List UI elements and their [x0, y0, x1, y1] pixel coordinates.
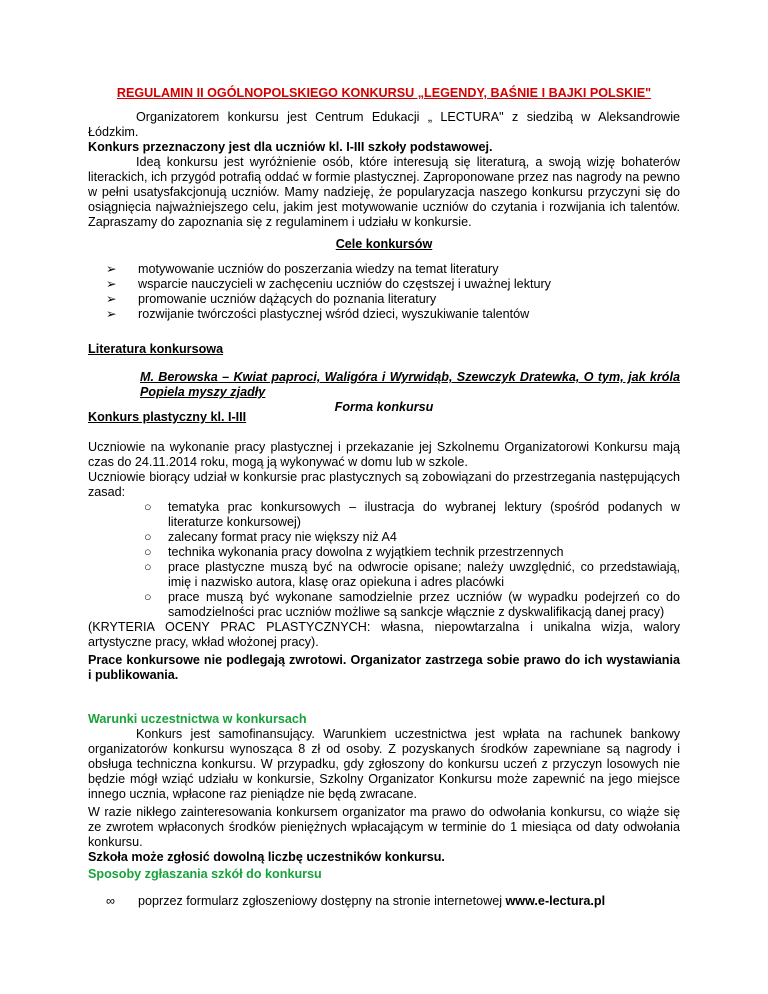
no-return-wrap: [88, 653, 680, 683]
intro-organizer: Organizatorem konkursu jest Centrum Edukacji „ LECTURA" z siedzibą w Aleksandrowie Łódzkim.: [88, 110, 680, 139]
art-rules-list: [88, 500, 680, 620]
page-title: REGULAMIN II OGÓLNOPOLSKIEGO KONKURSU „LEGENDY, BAŚNIE I BAJKI POLSKIE": [116, 86, 652, 100]
literature-section: [88, 342, 680, 357]
form-heading: Forma konkursu: [334, 400, 434, 414]
list-item: ➢ motywowanie uczniów do poszerzania wiedzy na temat literatury: [106, 262, 499, 276]
circle-bullet-icon: ○: [144, 500, 152, 514]
goals-section: [88, 237, 680, 252]
goals-heading: Cele konkursów: [335, 237, 433, 251]
goals-list-wrap: [88, 262, 680, 322]
list-item: ➢ promowanie uczniów dążących do poznania literatury: [106, 292, 437, 306]
list-item: ➢ rozwijanie twórczości plastycznej wśród dzieci, wyszukiwanie talentów: [106, 307, 530, 321]
list-item: ➢ wsparcie nauczycieli w zachęceniu uczniów do częstszej i uważnej lektury: [106, 277, 551, 291]
art-rules-intro: Uczniowie biorący udział w konkursie prac plastycznych są zobowiązani do przestrzegania następujących zasad:: [88, 470, 680, 499]
conditions-unlimited: Szkoła może zgłosić dowolną liczbę uczestników konkursu.: [88, 850, 445, 864]
art-section: [88, 440, 680, 650]
literature-heading: Literatura konkursowa: [88, 342, 224, 356]
list-item: ○ zalecany format pracy nie większy niż A4: [144, 530, 397, 544]
registration-heading: Sposoby zgłaszania szkół do konkursu: [88, 867, 322, 881]
list-item: ○ prace plastyczne muszą być na odwrocie opisane; należy uwzględnić, co przedstawiają, imię i nazwisko autora, klasę oraz opiekuna i adres placówki: [144, 560, 680, 589]
registration-item-text: poprzez formularz zgłoszeniowy dostępny na stronie internetowej: [138, 894, 506, 908]
art-heading-wrap: [88, 410, 680, 425]
circle-bullet-icon: ○: [144, 530, 152, 544]
registration-list-wrap: [88, 894, 680, 909]
circle-bullet-icon: ○: [144, 590, 152, 604]
arrow-bullet-icon: ➢: [106, 262, 117, 276]
list-item: [88, 894, 680, 909]
conditions-cancel-wrap: [88, 805, 680, 865]
conditions-section: [88, 712, 680, 802]
goals-list: [88, 262, 680, 322]
art-criteria: (KRYTERIA OCENY PRAC PLASTYCZNYCH: własna, niepowtarzalna i unikalna wizja, walory artystyczne pracy, wkład włożonej pracy).: [88, 620, 680, 649]
website-link[interactable]: www.e-lectura.pl: [505, 894, 606, 908]
art-no-return: Prace konkursowe nie podlegają zwrotowi. Organizator zastrzega sobie prawo do ich wystawiania i publikowania.: [88, 653, 680, 682]
list-item: ○ tematyka prac konkursowych – ilustracja do wybranej lektury (spośród podanych w literaturze konkursowej): [144, 500, 680, 529]
list-item: ○ prace muszą być wykonane samodzielnie przez uczniów (w wypadku podejrzeń co do samodzielności prac uczniów możliwe są sankcje włącznie z dyskwalifikacją danej pracy): [144, 590, 680, 619]
literature-works-wrap: [140, 370, 680, 400]
intro-idea: Ideą konkursu jest wyróżnienie osób, które interesują się literaturą, a swoją wizję bohaterów literackich, ich przygód potrafią oddać w formie plastycznej. Zaproponowane przez nas nagrody na pewno w pełni usatysfakcjonują uczniów. Mamy nadzieję, że popularyzacja naszego konkursu przyczyni się do osiągnięcia najważniejszego celu, jakim jest motywowanie uczniów do czytania i rozwijania ich talentów. Zapraszamy do zapoznania się z regulaminem i udziału w konkursie.: [88, 155, 680, 229]
registration-section: [88, 867, 680, 882]
conditions-payment: Konkurs jest samofinansujący. Warunkiem uczestnictwa jest wpłata na rachunek bankowy organizatorów konkursu wynosząca 8 zł od osoby. Z pozyskanych środków zapewniane są nagrody i obsługa techniczna konkursu. W przypadku, gdy zgłoszony do konkursu uczeń z przyczyn losowych nie będzie mógł wziąć udziału w konkursie, Szkolny Organizator Konkursu może zapewnić na jego miejsce innego ucznia, wpłacone raz pieniądze nie będą zwracane.: [88, 727, 680, 801]
arrow-bullet-icon: ➢: [106, 307, 117, 321]
arrow-bullet-icon: ➢: [106, 292, 117, 306]
circle-bullet-icon: ○: [144, 545, 152, 559]
arrow-bullet-icon: ➢: [106, 277, 117, 291]
art-heading: Konkurs plastyczny kl. I-III: [88, 410, 247, 424]
conditions-cancel: W razie nikłego zainteresowania konkursem organizator ma prawo do odwołania konkursu, co wiąże się ze zwrotem wpłaconych środków pieniężnych wpłacającym w terminie do 1 miesiąca od daty odwołania konkursu.: [88, 805, 680, 849]
list-item: ○ technika wykonania pracy dowolna z wyjątkiem technik przestrzennych: [144, 545, 564, 559]
intro-section: [88, 110, 680, 230]
art-deadline: Uczniowie na wykonanie pracy plastycznej i przekazanie jej Szkolnemu Organizatorowi Konkursu mają czas do 24.11.2014 roku, mogą ją wykonywać w domu lub w szkole.: [88, 440, 680, 469]
literature-works: M. Berowska – Kwiat paproci, Waligóra i Wyrwidąb, Szewczyk Dratewka, O tym, jak króla Popiela myszy zjadły: [140, 370, 680, 399]
infinity-bullet-icon: ∞: [106, 894, 115, 908]
intro-target: Konkurs przeznaczony jest dla uczniów kl. I-III szkoły podstawowej.: [88, 140, 493, 154]
circle-bullet-icon: ○: [144, 560, 152, 574]
conditions-heading: Warunki uczestnictwa w konkursach: [88, 712, 307, 726]
